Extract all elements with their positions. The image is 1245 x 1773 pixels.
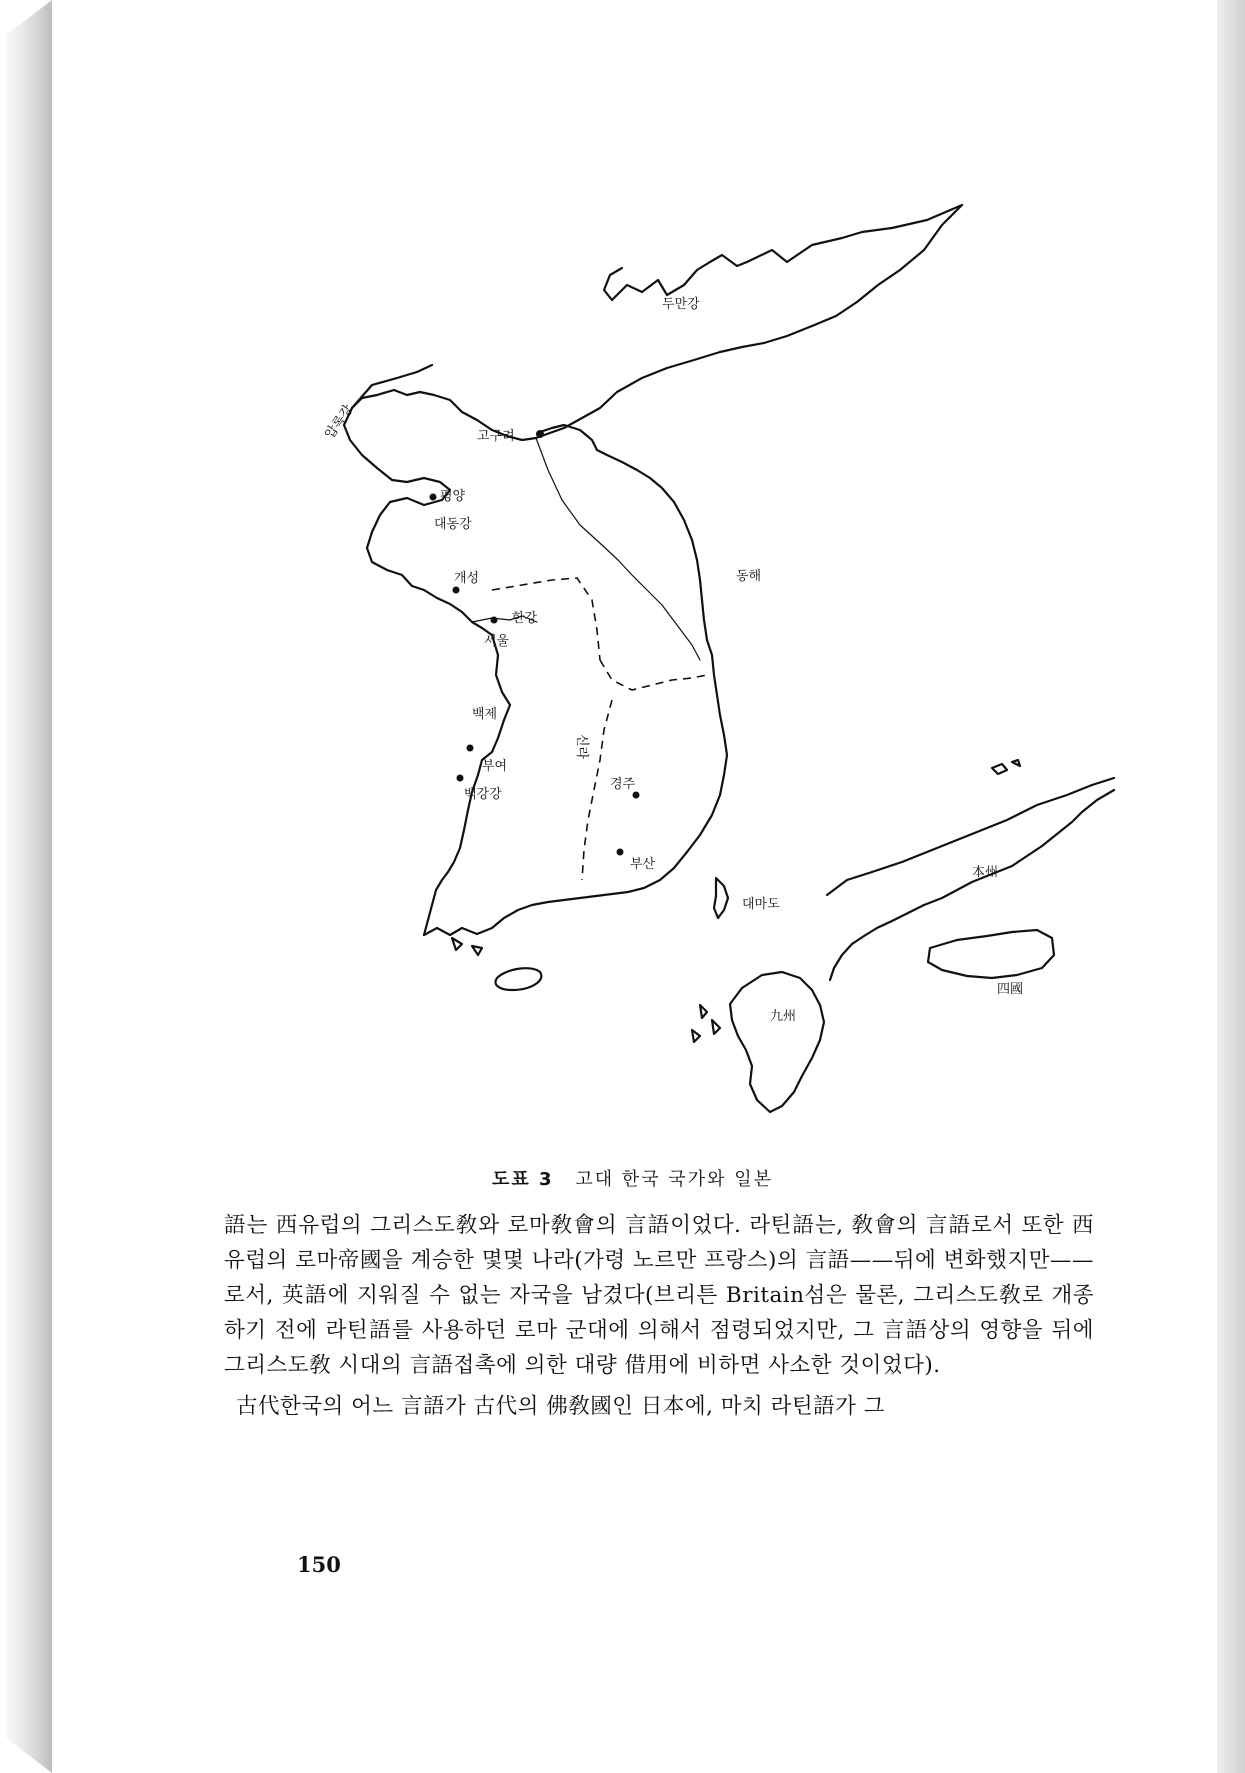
label-honshu: 本州: [972, 865, 999, 880]
baekgang-dot: [457, 775, 464, 782]
body-text: [224, 1208, 1094, 1424]
label-silla: 신라: [574, 734, 589, 760]
seoul-dot: [491, 617, 498, 624]
tsushima-island: [714, 878, 728, 918]
page-number: 150: [297, 1552, 341, 1577]
paragraph-2: 古代한국의 어느 言語가 古代의 佛敎國인 日本에, 마치 라틴語가 그: [236, 1394, 886, 1419]
kingdom-border-silla: [600, 660, 707, 690]
label-baekje: 백제: [472, 707, 498, 722]
oki-islands: [992, 760, 1020, 774]
busan-dot: [617, 849, 624, 856]
northeast-coastline: [612, 205, 962, 300]
shikoku-island: [928, 930, 1054, 978]
label-han: 한강: [512, 611, 538, 626]
label-goguryeo: 고구려: [477, 429, 515, 444]
label-pyongyang: 평양: [440, 489, 466, 504]
label-baekgang: 백강강: [464, 787, 502, 802]
jeju-island: [495, 968, 541, 990]
figure-caption: [492, 1165, 952, 1191]
gaeseong-dot: [453, 587, 460, 594]
book-page: [52, 0, 1217, 1773]
label-east-sea: 동해: [736, 569, 762, 584]
figure-number: 도표 3: [492, 1169, 554, 1190]
kyushu-island: [730, 972, 824, 1112]
north-korea-east-coast: [536, 205, 962, 438]
pyongyang-dot: [430, 494, 437, 501]
figure-title: 고대 한국 국가와 일본: [575, 1169, 773, 1190]
kyushu-west-islands: [692, 1005, 720, 1042]
honshu-inland-sea: [830, 944, 852, 980]
buyeo-dot: [467, 745, 474, 752]
label-gaeseong: 개성: [454, 571, 480, 586]
rivers: [536, 438, 700, 660]
kingdom-border-baekje: [582, 700, 612, 880]
gyeongju-dot: [633, 792, 640, 799]
label-tsushima: 대마도: [742, 897, 780, 912]
korea-japan-map: [52, 0, 1217, 1150]
label-kyushu: 九州: [770, 1009, 797, 1024]
small-islands-south: [452, 938, 482, 955]
label-shikoku: 四國: [997, 982, 1024, 997]
label-amnok: 압록강: [322, 402, 357, 442]
southwest-coast: [424, 635, 510, 935]
label-busan: 부산: [630, 857, 656, 872]
label-duman: 두만강: [662, 297, 700, 312]
label-gyeongju: 경주: [610, 777, 636, 792]
east-coast-upper: [540, 425, 597, 450]
paragraph-1: 語는 西유럽의 그리스도敎와 로마敎會의 言語이었다. 라틴語는, 敎會의 言語로서 또한 西유럽의 로마帝國을 계승한 몇몇 나라(가령 노르만 프랑스)의 言語——뒤에 변화했지만——로서, 英語에 지워질 수 없는 자국을 남겼다(브리튼 Britain섬은 물론, 그리스도敎로 개종하기 전에 라틴語를 사용하던 로마 군대에 의해서 점령되었지만, 그 言語상의 영향을 뒤에 그리스도敎 시대의 言語접촉에 의한 대량 借用에 비하면 사소한 것이었다).: [224, 1213, 1094, 1378]
honshu-coast: [827, 778, 1114, 895]
yalu-upper: [352, 365, 432, 408]
label-daedong: 대동강: [434, 517, 472, 532]
goguryeo-dot: [536, 430, 544, 438]
label-seoul: 서울: [484, 634, 510, 649]
tumen-river: [604, 268, 622, 300]
label-buyeo: 부여: [482, 759, 508, 774]
book-spine: [0, 0, 52, 1773]
